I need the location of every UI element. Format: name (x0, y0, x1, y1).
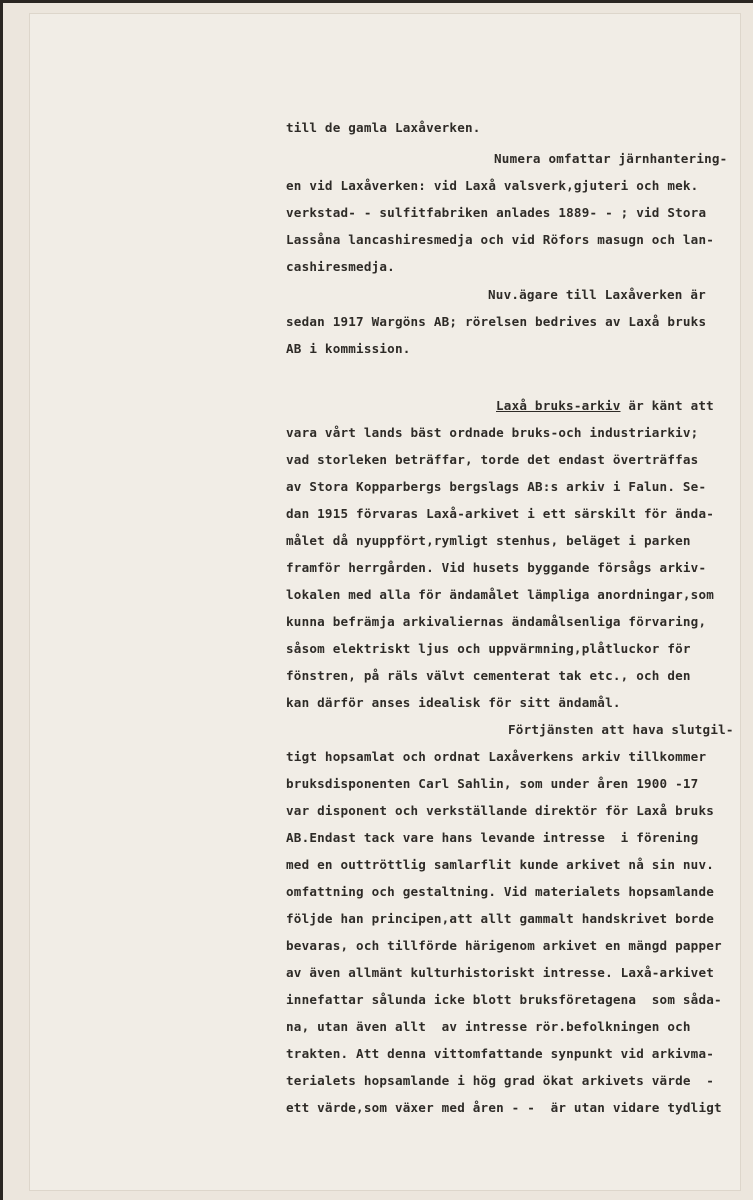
text-line: av Stora Kopparbergs bergslags AB:s arkiv i Falun. Se- (286, 479, 707, 494)
text-line: vara vårt lands bäst ordnade bruks-och industriarkiv; (286, 425, 699, 440)
section-heading-line (496, 398, 714, 414)
text-line: var disponent och verkställande direktör för Laxå bruks (286, 803, 715, 818)
text-line: följde han principen,att allt gammalt handskrivet borde (286, 911, 715, 926)
text-line: ett värde,som växer med åren - - är utan vidare tydligt (286, 1100, 722, 1115)
text-line: Lassåna lancashiresmedja och vid Röfors masugn och lan- (286, 232, 715, 247)
text-line: Numera omfattar järnhantering- (494, 151, 728, 166)
text-line: målet då nyuppfört,rymligt stenhus, beläget i parken (286, 533, 691, 548)
text-line: av även allmänt kulturhistoriskt intresse. Laxå-arkivet (286, 965, 715, 980)
text-line: bevaras, och tillförde härigenom arkivet en mängd papper (286, 938, 722, 953)
text-line: AB.Endast tack vare hans levande intresse i förening (286, 830, 699, 845)
text-line: bruksdisponenten Carl Sahlin, som under åren 1900 -17 (286, 776, 699, 791)
text-line: innefattar sålunda icke blott bruksföretagena som såda- (286, 992, 722, 1007)
text-line: sedan 1917 Wargöns AB; rörelsen bedrives av Laxå bruks (286, 314, 707, 329)
text-line: Nuv.ägare till Laxåverken är (488, 287, 706, 302)
text-line: lokalen med alla för ändamålet lämpliga anordningar,som (286, 587, 715, 602)
text-line: fönstren, på räls välvt cementerat tak etc., och den (286, 668, 691, 683)
text-line: terialets hopsamlande i hög grad ökat arkivets värde - (286, 1073, 715, 1088)
text-line: vad storleken beträffar, torde det endast överträffas (286, 452, 699, 467)
text-line: Förtjänsten att hava slutgil- (508, 722, 734, 737)
text-line: omfattning och gestaltning. Vid materialets hopsamlande (286, 884, 715, 899)
text-line: cashiresmedja. (286, 259, 395, 274)
text-line: till de gamla Laxåverken. (286, 120, 481, 135)
text-line: trakten. Att denna vittomfattande synpunkt vid arkivma- (286, 1046, 715, 1061)
text-line: framför herrgården. Vid husets byggande försågs arkiv- (286, 560, 707, 575)
text-line: dan 1915 förvaras Laxå-arkivet i ett särskilt för ända- (286, 506, 715, 521)
text-line: en vid Laxåverken: vid Laxå valsverk,gjuteri och mek. (286, 178, 699, 193)
text-line: na, utan även allt av intresse rör.befolkningen och (286, 1019, 691, 1034)
text-line: verkstad- - sulfitfabriken anlades 1889- - ; vid Stora (286, 205, 707, 220)
text-line: tigt hopsamlat och ordnat Laxåverkens arkiv tillkommer (286, 749, 707, 764)
text-line: AB i kommission. (286, 341, 411, 356)
text-line: kan därför anses idealisk för sitt ändamål. (286, 695, 621, 710)
text-line: är känt att (628, 398, 714, 413)
section-heading: Laxå bruks-arkiv (496, 398, 621, 413)
text-line: med en outtröttlig samlarflit kunde arkivet nå sin nuv. (286, 857, 715, 872)
text-line: kunna befrämja arkivaliernas ändamålsenliga förvaring, (286, 614, 707, 629)
text-line: såsom elektriskt ljus och uppvärmning,plåtluckor för (286, 641, 691, 656)
